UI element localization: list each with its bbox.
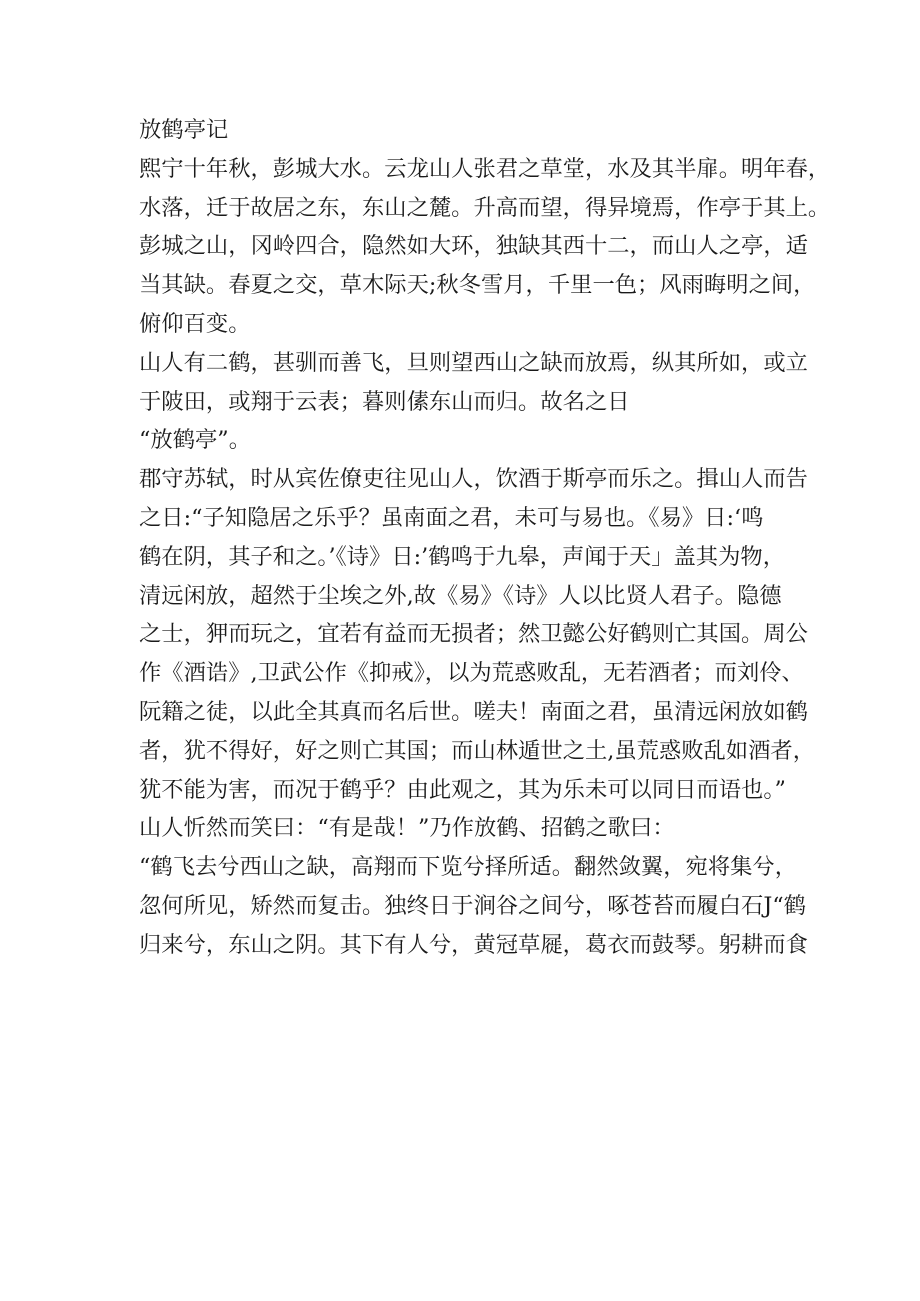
text-line: 犹不能为害，而况于鹤乎？由此观之，其为乐未可以同日而语也。” xyxy=(139,776,786,803)
text-line: 于陂田，或翔于云表；暮则傃东山而归。故名之日 xyxy=(139,388,630,415)
document-title: 放鹤亭记 xyxy=(139,117,229,143)
text-line: 俯仰百变。 xyxy=(139,310,251,337)
text-line: 阮籍之徒，以此全其真而名后世。嗟夫！南面之君，虽清远闲放如鹤 xyxy=(139,698,808,725)
text-line: 当其缺。春夏之交，草木际天;秋冬雪月，千里一色；风雨晦明之间， xyxy=(139,272,816,299)
document-body xyxy=(139,111,831,965)
text-line: 作《酒诰》,卫武公作《抑戒》，以为荒惑败乱，无若酒者；而刘伶、 xyxy=(139,660,804,687)
text-line: 彭城之山，冈岭四合，隐然如大环，独缺其西十二，而山人之亭，适 xyxy=(139,233,808,260)
text-line: 之日:“子知隐居之乐乎？虽南面之君，未可与易也。《易》日:‘鸣 xyxy=(139,504,764,531)
text-line: 清远闲放，超然于尘埃之外,故《易》《诗》人以比贤人君子。隐德 xyxy=(139,582,782,609)
text-line: 之士，狎而玩之，宜若有益而无损者；然卫懿公好鹤则亡其国。周公 xyxy=(139,621,808,648)
text-line: 山人忻然而笑曰：“有是哉！”乃作放鹤、招鹤之歌曰： xyxy=(139,815,675,842)
text-line: “鹤飞去兮西山之缺，高翔而下览兮择所适。翻然敛翼，宛将集兮， xyxy=(139,854,798,881)
text-line: 水落，迁于故居之东，东山之麓。升高而望，得异境焉，作亭于其上。 xyxy=(139,194,831,221)
text-line: “放鹤亭”。 xyxy=(139,427,251,454)
text-line: 鹤在阴，其子和之。’《诗》日:’鹤鸣于九皋，声闻于天」盖其为物， xyxy=(139,543,785,570)
text-line: 忽何所见，矫然而复击。独终日于涧谷之间兮，啄苍苔而履白石J“鹤 xyxy=(139,892,806,919)
text-line: 者，犹不得好，好之则亡其国；而山林遁世之土,虽荒惑败乱如酒者， xyxy=(139,737,815,764)
text-line: 熙宁十年秋，彭城大水。云龙山人张君之草堂，水及其半扉。明年春， xyxy=(139,155,831,182)
text-line: 郡守苏轼，时从宾佐僚吏往见山人，饮酒于斯亭而乐之。揖山人而告 xyxy=(139,466,808,493)
text-line: 山人有二鹤，甚驯而善飞，旦则望西山之缺而放焉，纵其所如，或立 xyxy=(139,349,808,376)
text-line: 归来兮，东山之阴。其下有人兮，黄冠草屣，葛衣而鼓琴。躬耕而食 xyxy=(139,931,808,958)
